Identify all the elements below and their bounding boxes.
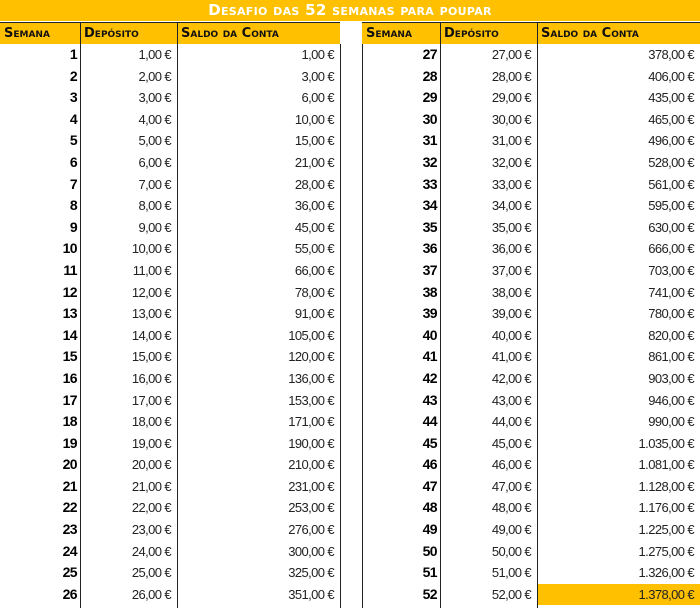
header-balance-right[interactable]: Saldo da Conta xyxy=(537,22,700,44)
balance-cell[interactable]: 861,00 € xyxy=(648,349,694,365)
deposit-cell[interactable]: 15,00 € xyxy=(131,349,171,365)
deposit-cell[interactable]: 45,00 € xyxy=(491,435,531,451)
balance-cell[interactable]: 990,00 € xyxy=(648,414,694,430)
week-cell[interactable]: 22 xyxy=(62,499,77,516)
balance-cell[interactable]: 10,00 € xyxy=(294,111,334,127)
week-cell[interactable]: 18 xyxy=(62,413,77,430)
deposit-cell[interactable]: 17,00 € xyxy=(131,392,171,408)
week-cell[interactable]: 37 xyxy=(422,261,437,278)
week-cell[interactable]: 23 xyxy=(62,521,77,538)
balance-column-right xyxy=(537,44,700,605)
deposit-cell[interactable]: 35,00 € xyxy=(491,219,531,235)
balance-cell[interactable]: 15,00 € xyxy=(294,133,334,149)
week-cell[interactable]: 26 xyxy=(62,585,77,602)
balance-cell[interactable]: 435,00 € xyxy=(648,90,694,106)
week-column-right xyxy=(362,44,440,605)
week-cell[interactable]: 14 xyxy=(62,326,77,343)
balance-cell[interactable]: 528,00 € xyxy=(648,154,694,170)
week-cell[interactable]: 2 xyxy=(69,67,77,84)
deposit-cell[interactable]: 41,00 € xyxy=(491,349,531,365)
deposit-cell[interactable]: 9,00 € xyxy=(138,219,171,235)
week-cell[interactable]: 19 xyxy=(62,434,77,451)
week-cell[interactable]: 21 xyxy=(62,477,77,494)
balance-cell[interactable]: 1.225,00 € xyxy=(638,522,694,538)
week-cell[interactable]: 13 xyxy=(62,305,77,322)
week-cell[interactable]: 9 xyxy=(69,218,77,235)
deposit-cell[interactable]: 26,00 € xyxy=(131,586,171,602)
deposit-cell[interactable]: 40,00 € xyxy=(491,327,531,343)
balance-cell[interactable]: 28,00 € xyxy=(294,176,334,192)
deposit-cell[interactable]: 8,00 € xyxy=(138,198,171,214)
week-cell[interactable]: 34 xyxy=(422,197,437,214)
sheet-title: Desafio das 52 semanas para poupar xyxy=(0,0,700,21)
balance-cell[interactable]: 595,00 € xyxy=(648,198,694,214)
column-divider xyxy=(362,44,363,608)
week-cell[interactable]: 48 xyxy=(422,499,437,516)
header-week-left[interactable]: Semana xyxy=(0,22,80,44)
deposit-cell[interactable]: 23,00 € xyxy=(131,522,171,538)
balance-cell[interactable]: 1.378,00 € xyxy=(537,584,700,606)
balance-cell[interactable]: 1.128,00 € xyxy=(638,478,694,494)
deposit-cell[interactable]: 37,00 € xyxy=(491,262,531,278)
week-cell[interactable]: 7 xyxy=(69,175,77,192)
deposit-cell[interactable]: 49,00 € xyxy=(491,522,531,538)
deposit-cell[interactable]: 20,00 € xyxy=(131,457,171,473)
week-cell[interactable]: 42 xyxy=(422,369,437,386)
balance-cell[interactable]: 325,00 € xyxy=(288,565,334,581)
balance-cell[interactable]: 820,00 € xyxy=(648,327,694,343)
balance-cell[interactable]: 703,00 € xyxy=(648,262,694,278)
week-cell[interactable]: 24 xyxy=(62,542,77,559)
week-cell[interactable]: 50 xyxy=(422,542,437,559)
balance-cell[interactable]: 903,00 € xyxy=(648,370,694,386)
deposit-column-right xyxy=(440,44,537,605)
balance-cell[interactable]: 153,00 € xyxy=(288,392,334,408)
deposit-cell[interactable]: 3,00 € xyxy=(138,90,171,106)
deposit-column-left xyxy=(80,44,177,605)
week-cell[interactable]: 25 xyxy=(62,564,77,581)
balance-cell[interactable]: 561,00 € xyxy=(648,176,694,192)
balance-cell[interactable]: 45,00 € xyxy=(294,219,334,235)
week-cell[interactable]: 36 xyxy=(422,240,437,257)
header-week-right[interactable]: Semana xyxy=(362,22,440,44)
balance-cell[interactable]: 6,00 € xyxy=(301,90,334,106)
week-cell[interactable]: 4 xyxy=(69,110,77,127)
week-cell[interactable]: 46 xyxy=(422,456,437,473)
balance-cell[interactable]: 210,00 € xyxy=(288,457,334,473)
balance-cell[interactable]: 136,00 € xyxy=(288,370,334,386)
deposit-cell[interactable]: 4,00 € xyxy=(138,111,171,127)
week-cell[interactable]: 41 xyxy=(422,348,437,365)
week-cell[interactable]: 47 xyxy=(422,477,437,494)
balance-cell[interactable]: 91,00 € xyxy=(294,306,334,322)
week-cell[interactable]: 52 xyxy=(422,585,437,602)
balance-cell[interactable]: 780,00 € xyxy=(648,306,694,322)
header-balance-left[interactable]: Saldo da Conta xyxy=(177,22,340,44)
week-cell[interactable]: 40 xyxy=(422,326,437,343)
balance-cell[interactable]: 1.176,00 € xyxy=(638,500,694,516)
deposit-cell[interactable]: 18,00 € xyxy=(131,414,171,430)
balance-cell[interactable]: 300,00 € xyxy=(288,543,334,559)
deposit-cell[interactable]: 42,00 € xyxy=(491,370,531,386)
deposit-cell[interactable]: 5,00 € xyxy=(138,133,171,149)
balance-cell[interactable]: 1.035,00 € xyxy=(638,435,694,451)
balance-cell[interactable]: 406,00 € xyxy=(648,68,694,84)
week-cell[interactable]: 12 xyxy=(62,283,77,300)
balance-cell[interactable]: 496,00 € xyxy=(648,133,694,149)
balance-cell[interactable]: 36,00 € xyxy=(294,198,334,214)
week-cell[interactable]: 3 xyxy=(69,89,77,106)
balance-cell[interactable]: 105,00 € xyxy=(288,327,334,343)
deposit-cell[interactable]: 24,00 € xyxy=(131,543,171,559)
deposit-cell[interactable]: 21,00 € xyxy=(131,478,171,494)
week-cell[interactable]: 39 xyxy=(422,305,437,322)
week-cell[interactable]: 31 xyxy=(422,132,437,149)
week-cell[interactable]: 1 xyxy=(69,46,77,62)
deposit-cell[interactable]: 51,00 € xyxy=(491,565,531,581)
week-cell[interactable]: 16 xyxy=(62,369,77,386)
week-cell[interactable]: 15 xyxy=(62,348,77,365)
week-cell[interactable]: 49 xyxy=(422,521,437,538)
deposit-cell[interactable]: 1,00 € xyxy=(138,47,171,62)
balance-cell[interactable]: 351,00 € xyxy=(288,586,334,602)
balance-cell[interactable]: 1.275,00 € xyxy=(638,543,694,559)
balance-cell[interactable]: 171,00 € xyxy=(288,414,334,430)
balance-cell[interactable]: 666,00 € xyxy=(648,241,694,257)
deposit-cell[interactable]: 10,00 € xyxy=(131,241,171,257)
balance-cell[interactable]: 78,00 € xyxy=(294,284,334,300)
week-cell[interactable]: 17 xyxy=(62,391,77,408)
deposit-cell[interactable]: 47,00 € xyxy=(491,478,531,494)
deposit-cell[interactable]: 36,00 € xyxy=(491,241,531,257)
week-cell[interactable]: 11 xyxy=(63,261,77,278)
deposit-cell[interactable]: 39,00 € xyxy=(491,306,531,322)
week-cell[interactable]: 6 xyxy=(69,153,77,170)
header-deposit-left[interactable]: Depósito xyxy=(80,22,177,44)
balance-cell[interactable]: 465,00 € xyxy=(648,111,694,127)
deposit-cell[interactable]: 25,00 € xyxy=(131,565,171,581)
week-column-left xyxy=(0,44,80,605)
deposit-cell[interactable]: 48,00 € xyxy=(491,500,531,516)
deposit-cell[interactable]: 6,00 € xyxy=(138,154,171,170)
deposit-cell[interactable]: 13,00 € xyxy=(131,306,171,322)
balance-cell[interactable]: 946,00 € xyxy=(648,392,694,408)
column-divider xyxy=(80,22,81,608)
balance-cell[interactable]: 120,00 € xyxy=(288,349,334,365)
deposit-cell[interactable]: 11,00 € xyxy=(132,262,171,278)
deposit-cell[interactable]: 22,00 € xyxy=(131,500,171,516)
deposit-cell[interactable]: 14,00 € xyxy=(131,327,171,343)
week-cell[interactable]: 30 xyxy=(422,110,437,127)
balance-cell[interactable]: 630,00 € xyxy=(648,219,694,235)
week-cell[interactable]: 33 xyxy=(422,175,437,192)
week-cell[interactable]: 29 xyxy=(422,89,437,106)
column-divider xyxy=(537,22,538,608)
deposit-cell[interactable]: 46,00 € xyxy=(491,457,531,473)
deposit-cell[interactable]: 52,00 € xyxy=(491,586,531,602)
deposit-cell[interactable]: 38,00 € xyxy=(491,284,531,300)
week-cell[interactable]: 51 xyxy=(422,564,437,581)
week-cell[interactable]: 8 xyxy=(69,197,77,214)
week-cell[interactable]: 20 xyxy=(62,456,77,473)
week-cell[interactable]: 10 xyxy=(62,240,77,257)
deposit-cell[interactable]: 30,00 € xyxy=(491,111,531,127)
deposit-cell[interactable]: 44,00 € xyxy=(491,414,531,430)
balance-cell[interactable]: 276,00 € xyxy=(288,522,334,538)
balance-cell[interactable]: 1.081,00 € xyxy=(638,457,694,473)
deposit-cell[interactable]: 27,00 € xyxy=(491,47,531,62)
week-cell[interactable]: 38 xyxy=(422,283,437,300)
column-divider xyxy=(177,22,178,608)
deposit-cell[interactable]: 31,00 € xyxy=(491,133,531,149)
balance-cell[interactable]: 55,00 € xyxy=(294,241,334,257)
week-cell[interactable]: 27 xyxy=(422,46,437,62)
balance-cell[interactable]: 741,00 € xyxy=(648,284,694,300)
deposit-cell[interactable]: 29,00 € xyxy=(491,90,531,106)
deposit-cell[interactable]: 34,00 € xyxy=(491,198,531,214)
deposit-cell[interactable]: 2,00 € xyxy=(138,68,171,84)
balance-cell[interactable]: 378,00 € xyxy=(648,47,694,62)
week-cell[interactable]: 5 xyxy=(69,132,77,149)
deposit-cell[interactable]: 16,00 € xyxy=(131,370,171,386)
week-cell[interactable]: 45 xyxy=(422,434,437,451)
balance-cell[interactable]: 190,00 € xyxy=(288,435,334,451)
deposit-cell[interactable]: 50,00 € xyxy=(491,543,531,559)
week-cell[interactable]: 28 xyxy=(422,67,437,84)
deposit-cell[interactable]: 32,00 € xyxy=(491,154,531,170)
column-divider xyxy=(440,22,441,608)
balance-cell[interactable]: 66,00 € xyxy=(294,262,334,278)
balance-cell[interactable]: 1,00 € xyxy=(301,47,334,62)
deposit-cell[interactable]: 12,00 € xyxy=(131,284,171,300)
deposit-cell[interactable]: 19,00 € xyxy=(131,435,171,451)
column-divider xyxy=(340,44,341,608)
deposit-cell[interactable]: 43,00 € xyxy=(491,392,531,408)
balance-cell[interactable]: 21,00 € xyxy=(294,154,334,170)
balance-cell[interactable]: 231,00 € xyxy=(288,478,334,494)
header-deposit-right[interactable]: Depósito xyxy=(440,22,537,44)
week-cell[interactable]: 35 xyxy=(422,218,437,235)
week-cell[interactable]: 43 xyxy=(422,391,437,408)
deposit-cell[interactable]: 28,00 € xyxy=(491,68,531,84)
balance-cell[interactable]: 3,00 € xyxy=(301,68,334,84)
deposit-cell[interactable]: 33,00 € xyxy=(491,176,531,192)
balance-cell[interactable]: 253,00 € xyxy=(288,500,334,516)
balance-column-left xyxy=(177,44,340,605)
balance-cell[interactable]: 1.326,00 € xyxy=(638,565,694,581)
deposit-cell[interactable]: 7,00 € xyxy=(138,176,171,192)
week-cell[interactable]: 44 xyxy=(422,413,437,430)
week-cell[interactable]: 32 xyxy=(422,153,437,170)
